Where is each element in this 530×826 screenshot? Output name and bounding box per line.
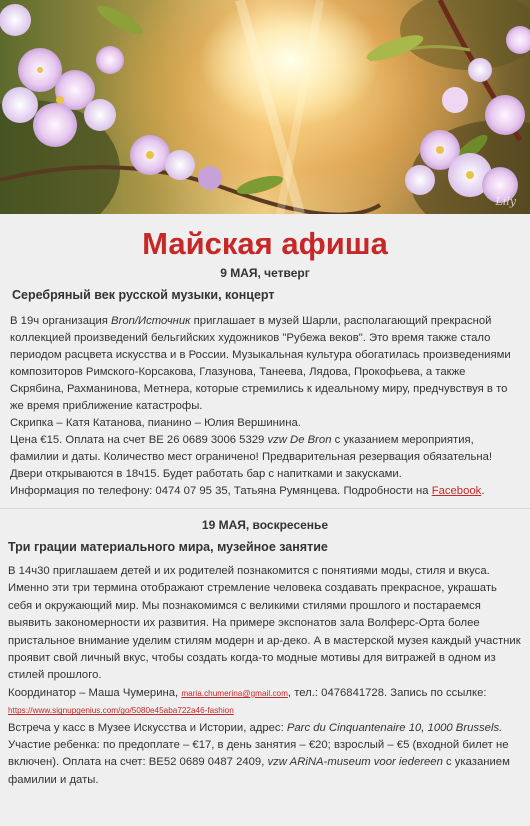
event1-organization: Bron/Источник xyxy=(111,315,191,327)
event2-vzw: vzw ARiNA-museum voor iedereen xyxy=(267,756,443,769)
event2-title: Три грации материального мира, музейное занятие xyxy=(8,540,328,554)
event2-date: 19 МАЯ, воскресенье xyxy=(201,518,329,532)
page-title: Майская афиша xyxy=(142,226,388,261)
section-divider xyxy=(0,508,530,509)
signup-link[interactable]: https://www.signupgenius.com/go/5080e45aba722a46-fashion xyxy=(8,706,234,716)
blossom-illustration xyxy=(0,0,530,214)
event2-meeting: Встреча у касс в Музее Искусства и Истории, адрес: Parc du Cinquantenaire 10, 1000 Brussels. Участие ребенка: по предоплате – €17, в день занятия – €20; взрослый – €5 (входной билет не включен). Оплата на счет: BE52 0689 0487 2409, vzw ARiNA-museum voor iedereen с указанием фамилии и даты. xyxy=(8,721,510,786)
event2-body xyxy=(8,563,522,789)
event1-body xyxy=(10,313,520,500)
event1-title: Серебряный век русской музыки, концерт xyxy=(12,288,275,302)
event1-price: Цена €15. Оплата на счет BE 26 0689 3006 5329 vzw De Bron с указанием мероприятия, фамилии и даты. Количество мест ограничено! Предварительная резервация обязательна! xyxy=(10,434,492,463)
event2-coordinator: Координатор – Маша Чумерина, maria.chumerina@gmail.com, тел.: 0476841728. Запись по ссылке: https://www.signupgenius.com/go/5080e45aba722a46-fashion xyxy=(8,686,487,716)
event2-address: Parc du Cinquantenaire 10, 1000 Brussels. xyxy=(286,721,503,734)
photo-signature: Lily xyxy=(495,195,516,208)
event1-performers: Скрипка – Катя Катанова, пианино – Юлия Вершинина. xyxy=(10,417,301,429)
event2-description: В 14ч30 приглашаем детей и их родителей познакомится с понятиями моды, стиля и вкуса. Именно эти три термина отображают стремление человека создавать прекрасное, украшать себя и окружающий мир. Мы познакомимся с великими стилями прошлого и постараемся выявить закономерности их развития. На примере экспонатов зала Волферс-Орта более пристальное внимание уделим стилям модерн и ар-деко. А в мастерской музея каждый участник проявит свой личный вкус, чтобы создать когда-то модные мотивы для витражей в одном из стилей прошлого. xyxy=(8,565,521,682)
hero-image xyxy=(0,0,530,214)
event1-date: 9 МАЯ, четверг xyxy=(220,266,310,280)
event1-description: В 19ч организация Bron/Источник приглашает в музей Шарли, располагающий прекрасной коллекцией произведений бельгийских художников "Рубежа веков". Это время также стало периодом расцвета искусства и в России. Музыкальная культура обогатилась произведениями композиторов Римского-Корсакова, Глазунова, Танеева, Лядова, Прокофьева, а также Скрябина, Рахманинова, Метнера, которые стремились к идеальному миру, предчувствуя в то же время приближение катастрофы. xyxy=(10,315,511,412)
event1-info: Информация по телефону: 0474 07 95 35, Татьяна Румянцева. Подробности на Facebook. xyxy=(10,485,485,497)
email-link[interactable]: maria.chumerina@gmail.com xyxy=(181,688,288,698)
event1-doors: Двери открываются в 18ч15. Будет работать бар с напитками и закусками. xyxy=(10,468,402,480)
event1-vzw: vzw De Bron xyxy=(267,434,332,446)
facebook-link[interactable]: Facebook xyxy=(431,485,482,497)
